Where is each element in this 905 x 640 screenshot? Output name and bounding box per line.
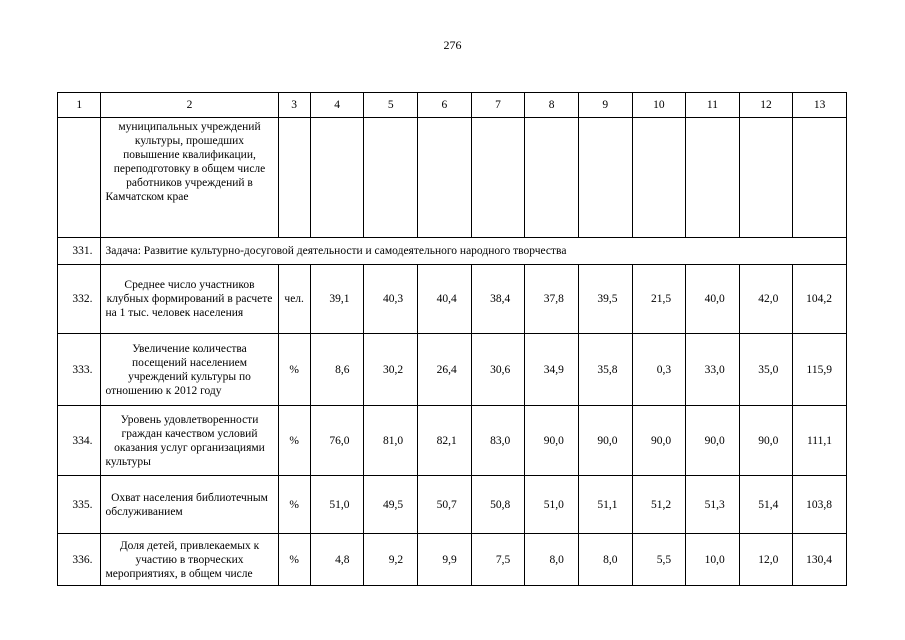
value-cell: 5,5 bbox=[632, 534, 686, 586]
value-cell: 76,0 bbox=[310, 406, 364, 476]
value-cell: 90,0 bbox=[525, 406, 579, 476]
task-title-cell: Задача: Развитие культурно-досуговой деятельности и самодеятельного народного творчества bbox=[101, 238, 847, 265]
value-cell: 21,5 bbox=[632, 265, 686, 334]
indicator-name-cell: Увеличение количества посещений населением учреждений культуры по отношению к 2012 году bbox=[101, 334, 278, 406]
unit-cell: % bbox=[278, 476, 310, 534]
column-header: 2 bbox=[101, 93, 278, 118]
unit-cell: % bbox=[278, 334, 310, 406]
value-cell: 90,0 bbox=[686, 406, 740, 476]
table-row bbox=[58, 406, 847, 476]
task-row bbox=[58, 238, 847, 265]
value-cell: 49,5 bbox=[364, 476, 418, 534]
column-header: 10 bbox=[632, 93, 686, 118]
row-number-cell: 334. bbox=[58, 406, 101, 476]
value-cell: 26,4 bbox=[418, 334, 472, 406]
value-cell: 9,2 bbox=[364, 534, 418, 586]
unit-cell: % bbox=[278, 534, 310, 586]
column-header: 13 bbox=[793, 93, 847, 118]
column-header: 3 bbox=[278, 93, 310, 118]
table-row bbox=[58, 265, 847, 334]
value-cell: 40,3 bbox=[364, 265, 418, 334]
value-cell: 4,8 bbox=[310, 534, 364, 586]
indicator-name-cell: Доля детей, привлекаемых к участию в творческих мероприятиях, в общем числе bbox=[101, 534, 278, 586]
column-header: 1 bbox=[58, 93, 101, 118]
value-cell: 8,0 bbox=[525, 534, 579, 586]
column-header: 7 bbox=[471, 93, 525, 118]
value-cell: 42,0 bbox=[739, 265, 793, 334]
column-header: 5 bbox=[364, 93, 418, 118]
row-number-cell: 332. bbox=[58, 265, 101, 334]
value-cell: 12,0 bbox=[739, 534, 793, 586]
column-header: 12 bbox=[739, 93, 793, 118]
value-cell: 51,0 bbox=[310, 476, 364, 534]
indicator-name-cell: Охват населения библиотечным обслуживанием bbox=[101, 476, 278, 534]
page-number: 276 bbox=[443, 38, 462, 52]
value-cell: 50,7 bbox=[418, 476, 472, 534]
value-cell: 90,0 bbox=[739, 406, 793, 476]
row-number-cell: 335. bbox=[58, 476, 101, 534]
value-cell: 90,0 bbox=[632, 406, 686, 476]
value-cell: 51,0 bbox=[525, 476, 579, 534]
value-cell: 35,8 bbox=[578, 334, 632, 406]
table-row bbox=[58, 534, 847, 586]
column-header: 6 bbox=[418, 93, 472, 118]
value-cell: 115,9 bbox=[793, 334, 847, 406]
value-cell: 40,0 bbox=[686, 265, 740, 334]
table-row bbox=[58, 476, 847, 534]
indicator-name-cell: Среднее число участников клубных формирований в расчете на 1 тыс. человек населения bbox=[101, 265, 278, 334]
value-cell: 30,2 bbox=[364, 334, 418, 406]
indicator-name-cell: Уровень удовлетворенности граждан качеством условий оказания услуг организациями культуры bbox=[101, 406, 278, 476]
row-number-cell: 333. bbox=[58, 334, 101, 406]
value-cell: 38,4 bbox=[471, 265, 525, 334]
value-cell: 37,8 bbox=[525, 265, 579, 334]
column-header: 11 bbox=[686, 93, 740, 118]
value-cell: 83,0 bbox=[471, 406, 525, 476]
value-cell: 51,2 bbox=[632, 476, 686, 534]
value-cell: 34,9 bbox=[525, 334, 579, 406]
value-cell: 50,8 bbox=[471, 476, 525, 534]
column-header: 8 bbox=[525, 93, 579, 118]
value-cell: 9,9 bbox=[418, 534, 472, 586]
column-number-header-row bbox=[58, 93, 847, 118]
unit-cell: % bbox=[278, 406, 310, 476]
value-cell: 51,1 bbox=[578, 476, 632, 534]
column-header: 9 bbox=[578, 93, 632, 118]
value-cell: 35,0 bbox=[739, 334, 793, 406]
value-cell: 111,1 bbox=[793, 406, 847, 476]
value-cell: 10,0 bbox=[686, 534, 740, 586]
value-cell: 51,3 bbox=[686, 476, 740, 534]
value-cell: 33,0 bbox=[686, 334, 740, 406]
value-cell: 90,0 bbox=[578, 406, 632, 476]
value-cell: 103,8 bbox=[793, 476, 847, 534]
row-number-cell bbox=[58, 118, 101, 238]
value-cell: 8,6 bbox=[310, 334, 364, 406]
value-cell: 0,3 bbox=[632, 334, 686, 406]
unit-cell: чел. bbox=[278, 265, 310, 334]
table-row bbox=[58, 334, 847, 406]
column-header: 4 bbox=[310, 93, 364, 118]
indicator-name-cell: муниципальных учреждений культуры, прошедших повышение квалификации, переподготовку в общем числе работников учреждений в Камчатском крае bbox=[101, 118, 278, 238]
value-cell: 81,0 bbox=[364, 406, 418, 476]
value-cell: 8,0 bbox=[578, 534, 632, 586]
indicators-table bbox=[57, 92, 847, 586]
value-cell: 39,1 bbox=[310, 265, 364, 334]
value-cell: 39,5 bbox=[578, 265, 632, 334]
value-cell: 104,2 bbox=[793, 265, 847, 334]
value-cell: 30,6 bbox=[471, 334, 525, 406]
value-cell: 40,4 bbox=[418, 265, 472, 334]
row-number-cell: 336. bbox=[58, 534, 101, 586]
continuation-row bbox=[58, 118, 847, 238]
value-cell: 51,4 bbox=[739, 476, 793, 534]
value-cell: 7,5 bbox=[471, 534, 525, 586]
value-cell: 82,1 bbox=[418, 406, 472, 476]
value-cell: 130,4 bbox=[793, 534, 847, 586]
row-number-cell: 331. bbox=[58, 238, 101, 265]
